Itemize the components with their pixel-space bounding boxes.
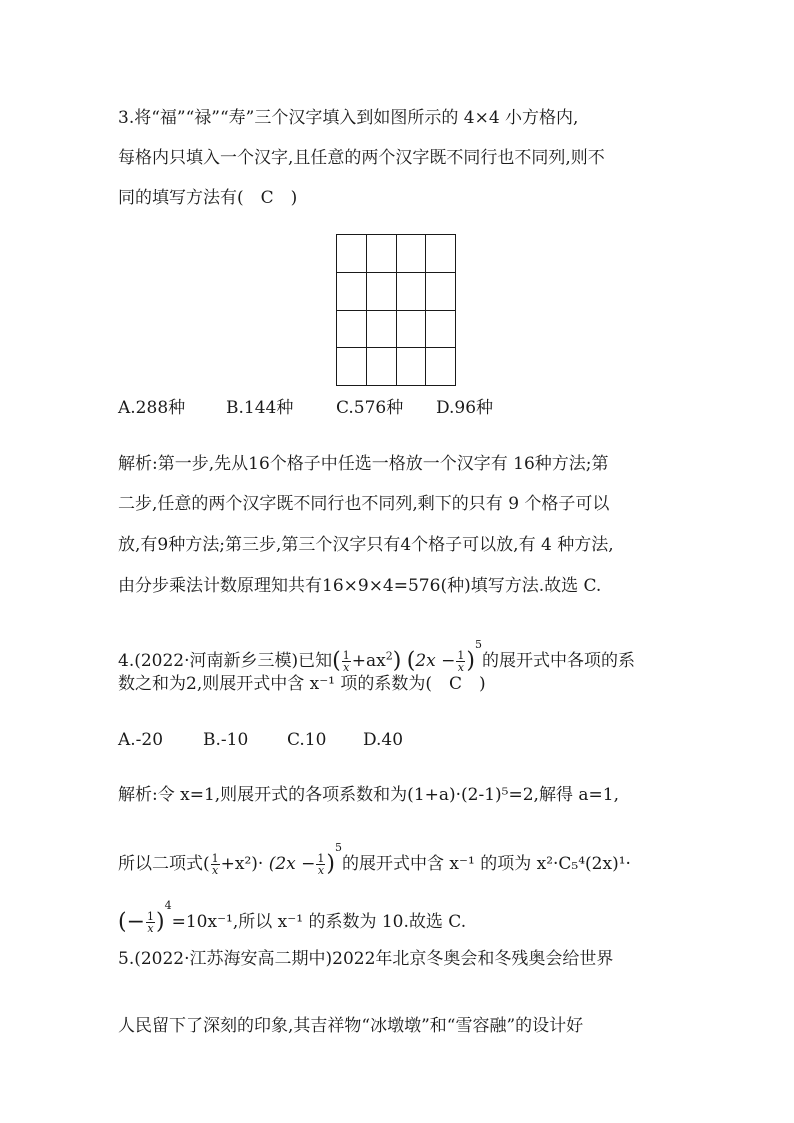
q3-option-d: D.96种 [436, 398, 494, 418]
q4-solution-1: 解析:令 x=1,则展开式的各项系数和为(1+a)·(2-1)⁵=2,解得 a=1, [118, 785, 619, 805]
q4-prefix: 4.(2022·河南新乡三模)已知 [118, 651, 333, 671]
q3-option-c: C.576种 [336, 398, 404, 418]
q3-solution-4: 由分步乘法计数原理知共有16×9×4=576(种)填写方法.故选 C. [118, 576, 602, 596]
q4-sol-frac-1: $\frac{1}{x}$ [211, 852, 219, 877]
q4-options [118, 728, 403, 752]
q4-frac-2: $\frac{1}{x}$ [457, 649, 465, 674]
q4-line1: 4.(2022·河南新乡三模)已知( $\frac{1}{x}$ $+ax^2$) (2x − $\frac{1}{x}$ )$^5$的展开式中各项的系 [118, 638, 635, 674]
q4-option-a: A.-20 [118, 730, 164, 750]
q4-term-ax: +ax [351, 651, 386, 671]
q4-frac-1: $\frac{1}{x}$ [342, 649, 350, 674]
q4-suffix: 的展开式中各项的系 [481, 651, 635, 671]
q4-sol-frac-3: $\frac{1}{x}$ [147, 910, 155, 935]
grid-figure [336, 234, 456, 386]
q4-sol-frac-2: $\frac{1}{x}$ [317, 852, 325, 877]
q3-line3: 同的填写方法有( C ) [118, 188, 298, 208]
q3-solution-2: 二步,任意的两个汉字既不同行也不同列,剩下的只有 9 个格子可以 [118, 494, 610, 514]
q4-solution-2: 所以二项式( $\frac{1}{x}$ +x²)· (2x − $\frac{1}{x}$ )$^5$的展开式中含 x⁻¹ 的项为 x²·C₅⁴(2x)¹· [118, 841, 631, 877]
q3-line1: 3.将“福”“禄”“寿”三个汉字填入到如图所示的 4×4 小方格内, [118, 108, 579, 128]
q4-solution-3: (− $\frac{1}{x}$ )$^4$=10x⁻¹,所以 x⁻¹ 的系数为 10.故选 C. [118, 899, 467, 935]
q3-solution-3: 放,有9种方法;第三步,第三个汉字只有4个格子可以放,有 4 种方法, [118, 535, 614, 555]
q5-line2: 人民留下了深刻的印象,其吉祥物“冰墩墩”和“雪容融”的设计好 [118, 1016, 584, 1036]
q3-line2: 每格内只填入一个汉字,且任意的两个汉字既不同行也不同列,则不 [118, 148, 605, 168]
q4-option-c: C.10 [287, 730, 327, 750]
q3-options [118, 396, 493, 420]
q4-line2: 数之和为2,则展开式中含 x⁻¹ 项的系数为( C ) [118, 674, 486, 694]
q3-solution-1: 解析:第一步,先从16个格子中任选一格放一个汉字有 16种方法;第 [118, 454, 609, 474]
q4-term-2x: 2x − [415, 651, 456, 671]
q3-option-b: B.144种 [226, 398, 294, 418]
q3-option-a: A.288种 [118, 398, 186, 418]
q4-option-d: D.40 [363, 730, 404, 750]
q5-line1: 5.(2022·江苏海安高二期中)2022年北京冬奥会和冬残奥会给世界 [118, 949, 614, 969]
q4-option-b: B.-10 [203, 730, 249, 750]
